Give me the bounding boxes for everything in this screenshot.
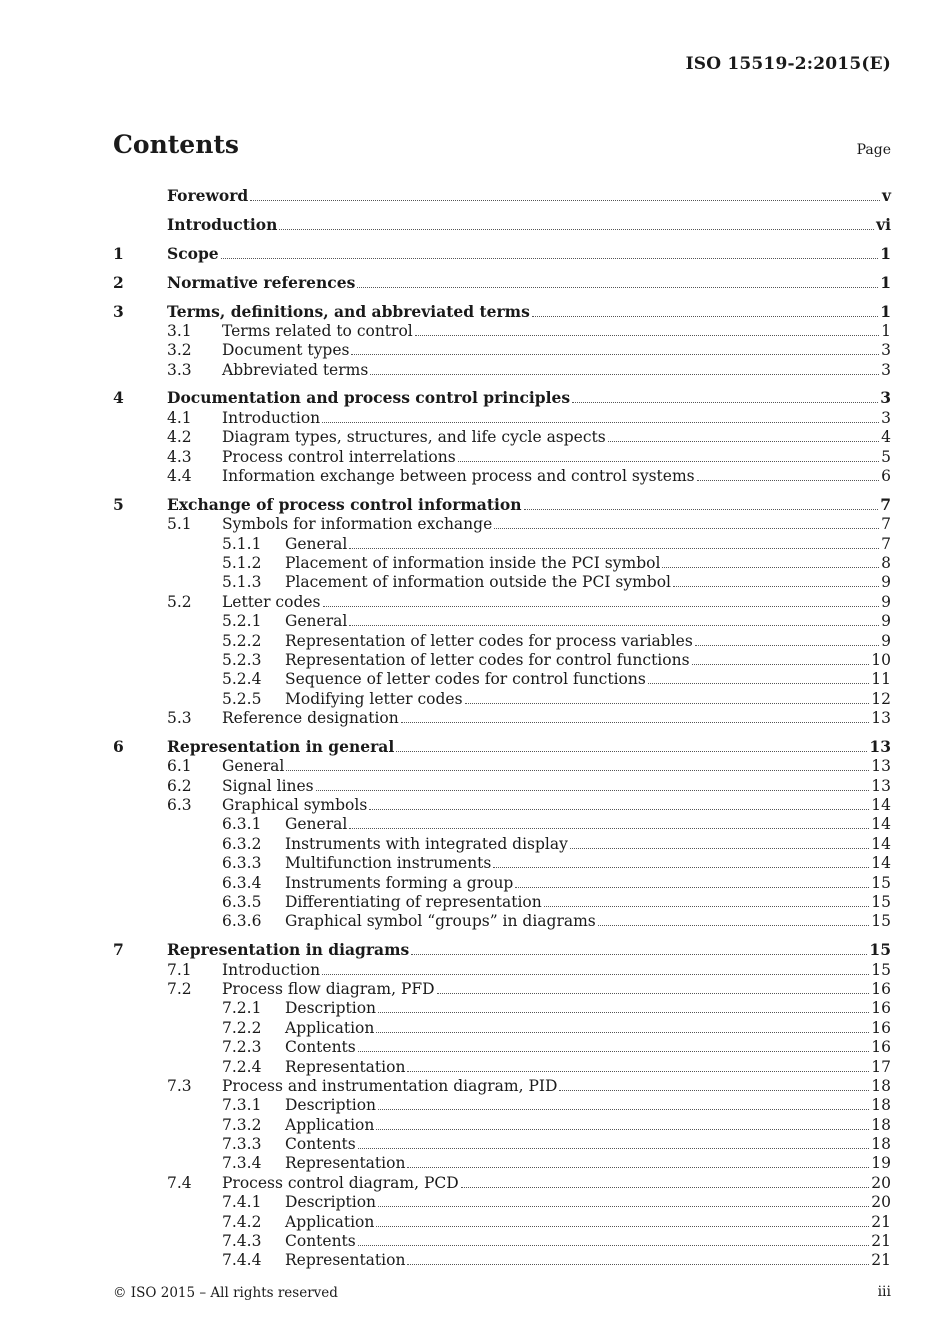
toc-entry[interactable] <box>113 979 891 998</box>
toc-entry-number: 7.4 <box>167 1173 192 1192</box>
dot-leader <box>250 200 880 201</box>
toc-entry-number: 6 <box>113 736 124 756</box>
dot-leader <box>411 954 867 955</box>
dot-leader <box>376 1129 869 1130</box>
dot-leader <box>221 258 879 259</box>
toc-entry-number: 5.2.4 <box>222 670 262 689</box>
toc-entry-title[interactable]: Application <box>285 1018 375 1037</box>
toc-entry[interactable] <box>113 553 891 572</box>
toc-entry-page[interactable]: 21 <box>871 1232 891 1251</box>
toc-entry-page[interactable]: 16 <box>871 979 891 998</box>
toc-entry-number: 6.1 <box>167 757 192 776</box>
toc-entry-page[interactable]: 16 <box>871 1018 891 1037</box>
toc-entry-title[interactable]: Process control interrelations <box>222 447 456 466</box>
toc-entry-page[interactable]: 20 <box>871 1173 891 1192</box>
dot-leader <box>407 1167 869 1168</box>
dot-leader <box>692 664 870 665</box>
toc-entry-title[interactable]: Process flow diagram, PFD <box>222 979 435 998</box>
toc-entry-page[interactable]: 16 <box>871 999 891 1018</box>
dot-leader <box>358 1051 870 1052</box>
toc-entry[interactable] <box>113 1076 891 1095</box>
dot-leader <box>370 374 879 375</box>
toc-entry-number: 6.3.4 <box>222 873 262 892</box>
toc-entry[interactable] <box>113 669 891 688</box>
toc-entry[interactable] <box>113 301 891 320</box>
toc-entry-page[interactable]: 21 <box>871 1212 891 1231</box>
toc-entry-number: 7.4.4 <box>222 1251 262 1270</box>
toc-entry[interactable] <box>113 186 891 205</box>
toc-entry[interactable] <box>113 340 891 359</box>
toc-entry-number: 7.3.2 <box>222 1115 262 1134</box>
toc-entry-number: 6.3.6 <box>222 912 262 931</box>
dot-leader <box>407 1264 869 1265</box>
dot-leader <box>494 528 879 529</box>
toc-entry-title[interactable]: Multifunction instruments <box>285 854 492 873</box>
toc-entry-page[interactable]: 8 <box>881 553 891 572</box>
dot-leader <box>286 770 869 771</box>
toc-entry-page[interactable]: 13 <box>869 736 891 756</box>
toc-entry-page[interactable]: 6 <box>881 467 891 486</box>
toc-entry-number: 4.4 <box>167 467 192 486</box>
toc-entry-number: 7.4.3 <box>222 1232 262 1251</box>
toc-entry-page[interactable]: 7 <box>881 515 891 534</box>
dot-leader <box>378 1012 869 1013</box>
dot-leader <box>524 509 879 510</box>
toc-entry-number: 3 <box>113 301 124 321</box>
toc-entry-number: 7.1 <box>167 960 192 979</box>
toc-entry-page[interactable]: 21 <box>871 1251 891 1270</box>
toc-entry[interactable] <box>113 1192 891 1211</box>
toc-entry-page[interactable]: 1 <box>880 243 891 263</box>
toc-entry-title[interactable]: Signal lines <box>222 776 314 795</box>
toc-entry-page[interactable]: 13 <box>871 776 891 795</box>
dot-leader <box>697 480 880 481</box>
toc-entry[interactable] <box>113 775 891 794</box>
toc-entry[interactable] <box>113 244 891 263</box>
toc-entry-page[interactable]: 1 <box>880 301 891 321</box>
toc-entry-number: 6.3.1 <box>222 815 262 834</box>
toc-entry[interactable] <box>113 215 891 234</box>
toc-entry-number: 6.3.2 <box>222 834 262 853</box>
toc-entry-page[interactable]: 12 <box>871 689 891 708</box>
toc-entry-title[interactable]: Modifying letter codes <box>285 689 463 708</box>
toc-entry-page[interactable]: 5 <box>881 447 891 466</box>
toc-entry-title[interactable]: Placement of information inside the PCI symbol <box>285 553 661 572</box>
toc-entry-title[interactable]: General <box>285 534 348 553</box>
toc-entry-page[interactable]: 15 <box>871 960 891 979</box>
toc-entry-title[interactable]: Representation of letter codes for process variables <box>285 631 693 650</box>
toc-entry-page[interactable]: v <box>881 186 891 206</box>
toc-entry-title[interactable]: Abbreviated terms <box>222 360 369 379</box>
dot-leader <box>349 828 869 829</box>
toc-entry-title[interactable]: Representation of letter codes for control functions <box>285 650 690 669</box>
toc-entry-page[interactable]: 19 <box>871 1154 891 1173</box>
toc-entry-title[interactable]: Contents <box>285 1135 356 1154</box>
toc-entry-number: 5.1.1 <box>222 534 262 553</box>
toc-entry-page[interactable]: 15 <box>871 893 891 912</box>
toc-entry-page[interactable]: 3 <box>881 360 891 379</box>
dot-leader <box>570 848 869 849</box>
toc-entry[interactable] <box>113 688 891 707</box>
toc-entry[interactable] <box>113 1017 891 1036</box>
toc-entry-title[interactable]: Information exchange between process and control systems <box>222 467 695 486</box>
toc-entry-title[interactable]: Representation <box>285 1154 406 1173</box>
toc-entry[interactable] <box>113 708 891 727</box>
toc-entry-page[interactable]: 14 <box>871 854 891 873</box>
dot-leader <box>415 335 879 336</box>
dot-leader <box>461 1187 870 1188</box>
dot-leader <box>322 974 869 975</box>
dot-leader <box>376 1226 869 1227</box>
toc-entry-number: 5.2.1 <box>222 612 262 631</box>
toc-entry[interactable] <box>113 388 891 407</box>
toc-entry[interactable] <box>113 494 891 513</box>
dot-leader <box>358 1148 870 1149</box>
toc-entry-title[interactable]: Representation <box>285 1251 406 1270</box>
toc-entry-page[interactable]: 9 <box>881 612 891 631</box>
toc-entry-number: 4.1 <box>167 408 192 427</box>
toc-entry-title[interactable]: Instruments forming a group <box>285 873 514 892</box>
dot-leader <box>323 606 880 607</box>
toc-entry-title[interactable]: Terms related to control <box>222 321 413 340</box>
toc-entry[interactable] <box>113 1056 891 1075</box>
dot-leader <box>407 1071 869 1072</box>
toc-entry-page[interactable]: 4 <box>881 428 891 447</box>
toc-entry-number: 7.3.4 <box>222 1154 262 1173</box>
toc-entry-page[interactable]: 18 <box>871 1076 891 1095</box>
toc-entry[interactable] <box>113 407 891 426</box>
dot-leader <box>401 722 870 723</box>
toc-entry-number: 6.3 <box>167 796 192 815</box>
toc-entry-page[interactable]: 1 <box>880 272 891 292</box>
dot-leader <box>351 354 879 355</box>
toc-entry[interactable] <box>113 911 891 930</box>
toc-entry-number: 5.2 <box>167 592 192 611</box>
toc-entry-page[interactable]: 3 <box>881 408 891 427</box>
toc-entry[interactable] <box>113 1172 891 1191</box>
toc-entry-number: 4.3 <box>167 447 192 466</box>
toc-entry[interactable] <box>113 940 891 959</box>
toc-entry-title[interactable]: Terms, definitions, and abbreviated terms <box>167 301 530 321</box>
dot-leader <box>437 993 870 994</box>
toc-entry-number: 7.2.2 <box>222 1018 262 1037</box>
page-column-label: Page <box>856 142 891 158</box>
dot-leader <box>369 809 869 810</box>
toc-entry-page[interactable]: 14 <box>871 796 891 815</box>
copyright-notice: © ISO 2015 – All rights reserved <box>113 1285 338 1301</box>
toc-entry-title[interactable]: Exchange of process control information <box>167 494 522 514</box>
toc-entry[interactable] <box>113 466 891 485</box>
toc-entry[interactable] <box>113 756 891 775</box>
toc-entry-title[interactable]: Application <box>285 1212 375 1231</box>
dot-leader <box>358 1245 870 1246</box>
toc-entry-title[interactable]: General <box>285 815 348 834</box>
toc-entry-title[interactable]: Normative references <box>167 272 356 292</box>
toc-entry-title[interactable]: Documentation and process control principles <box>167 388 571 408</box>
toc-entry-page[interactable]: 13 <box>871 709 891 728</box>
toc-entry-page[interactable]: 18 <box>871 1135 891 1154</box>
toc-entry[interactable] <box>113 514 891 533</box>
toc-entry[interactable] <box>113 359 891 378</box>
toc-entry-page[interactable]: 11 <box>871 670 891 689</box>
toc-entry-number: 7.3.3 <box>222 1135 262 1154</box>
toc-entry-title[interactable]: Representation <box>285 1057 406 1076</box>
toc-entry-title[interactable]: Introduction <box>222 960 321 979</box>
toc-entry-title[interactable]: Introduction <box>222 408 321 427</box>
toc-entry-page[interactable]: 15 <box>869 940 891 960</box>
toc-entry[interactable] <box>113 611 891 630</box>
dot-leader <box>378 1206 869 1207</box>
dot-leader <box>559 1090 869 1091</box>
toc-entry-number: 3.2 <box>167 341 192 360</box>
toc-entry[interactable] <box>113 591 891 610</box>
toc-entry-page[interactable]: 17 <box>871 1057 891 1076</box>
page-title: Contents <box>113 130 240 159</box>
dot-leader <box>493 867 869 868</box>
toc-entry-number: 6.3.5 <box>222 893 262 912</box>
toc-entry-title[interactable]: Representation in general <box>167 736 395 756</box>
toc-entry[interactable] <box>113 272 891 291</box>
toc-entry-title[interactable]: Description <box>285 1096 377 1115</box>
toc-entry[interactable] <box>113 1114 891 1133</box>
dot-leader <box>648 683 869 684</box>
dot-leader <box>458 461 879 462</box>
toc-entry-page[interactable]: 20 <box>871 1193 891 1212</box>
toc-entry[interactable] <box>113 630 891 649</box>
dot-leader <box>378 1109 869 1110</box>
dot-leader <box>279 229 874 230</box>
toc-entry-page[interactable]: 13 <box>871 757 891 776</box>
toc-entry[interactable] <box>113 892 891 911</box>
toc-entry-title[interactable]: Placement of information outside the PCI symbol <box>285 573 672 592</box>
dot-leader <box>695 645 879 646</box>
toc-entry-title[interactable]: Process and instrumentation diagram, PID <box>222 1076 558 1095</box>
toc-entry[interactable] <box>113 321 891 340</box>
toc-entry-title[interactable]: Letter codes <box>222 592 321 611</box>
toc-entry[interactable] <box>113 1211 891 1230</box>
toc-entry[interactable] <box>113 650 891 669</box>
toc-entry[interactable] <box>113 1134 891 1153</box>
toc-entry-page[interactable]: 10 <box>871 650 891 669</box>
dot-leader <box>316 790 870 791</box>
toc-entry-title[interactable]: Instruments with integrated display <box>285 834 568 853</box>
toc-entry-title[interactable]: Representation in diagrams <box>167 940 410 960</box>
toc-entry[interactable] <box>113 872 891 891</box>
toc-entry-title[interactable]: General <box>222 757 285 776</box>
dot-leader <box>515 887 869 888</box>
toc-entry-page[interactable]: 3 <box>881 341 891 360</box>
dot-leader <box>349 625 879 626</box>
dot-leader <box>532 316 878 317</box>
toc-entry[interactable] <box>113 737 891 756</box>
toc-entry[interactable] <box>113 1153 891 1172</box>
toc-entry-title[interactable]: Sequence of letter codes for control functions <box>285 670 646 689</box>
toc-entry-number: 1 <box>113 243 124 263</box>
toc-entry[interactable] <box>113 1231 891 1250</box>
toc-entry-number: 5 <box>113 494 124 514</box>
toc-entry-title[interactable]: Graphical symbols <box>222 796 368 815</box>
page-number: iii <box>877 1284 891 1300</box>
toc-entry-page[interactable]: 15 <box>871 873 891 892</box>
toc-entry-title[interactable]: Contents <box>285 1232 356 1251</box>
toc-entry-number: 3.3 <box>167 360 192 379</box>
table-of-contents <box>113 186 891 1269</box>
dot-leader <box>357 287 878 288</box>
document-id: ISO 15519-2:2015(E) <box>685 54 891 74</box>
toc-entry-number: 5.1.2 <box>222 553 262 572</box>
toc-entry-page[interactable]: 18 <box>871 1096 891 1115</box>
toc-entry[interactable] <box>113 959 891 978</box>
toc-entry-number: 7.2.4 <box>222 1057 262 1076</box>
toc-entry-number: 5.2.5 <box>222 689 262 708</box>
toc-entry-page[interactable]: 7 <box>880 494 891 514</box>
dot-leader <box>349 548 879 549</box>
dot-leader <box>465 703 870 704</box>
toc-entry-page[interactable]: 18 <box>871 1115 891 1134</box>
toc-entry-title[interactable]: Foreword <box>167 186 249 206</box>
dot-leader <box>544 906 870 907</box>
toc-entry-number: 4.2 <box>167 428 192 447</box>
dot-leader <box>322 422 879 423</box>
toc-entry-title[interactable]: Process control diagram, PCD <box>222 1173 459 1192</box>
toc-entry-page[interactable]: 16 <box>871 1038 891 1057</box>
toc-entry[interactable] <box>113 795 891 814</box>
toc-entry-page[interactable]: 14 <box>871 834 891 853</box>
toc-entry-number: 5.3 <box>167 709 192 728</box>
toc-entry-title[interactable]: Scope <box>167 243 219 263</box>
dot-leader <box>376 1032 869 1033</box>
toc-entry-number: 5.1.3 <box>222 573 262 592</box>
toc-entry-page[interactable]: 15 <box>871 912 891 931</box>
toc-entry-number: 7.3.1 <box>222 1096 262 1115</box>
toc-entry-title[interactable]: Graphical symbol “groups” in diagrams <box>285 912 596 931</box>
toc-entry[interactable] <box>113 533 891 552</box>
toc-entry-title[interactable]: Symbols for information exchange <box>222 515 493 534</box>
toc-entry-number: 2 <box>113 272 124 292</box>
toc-entry[interactable] <box>113 998 891 1017</box>
dot-leader <box>598 925 870 926</box>
toc-entry-number: 7.2.3 <box>222 1038 262 1057</box>
toc-entry-title[interactable]: Introduction <box>167 215 278 235</box>
toc-entry[interactable] <box>113 1037 891 1056</box>
toc-entry-title[interactable]: Differentiating of representation <box>285 893 542 912</box>
toc-entry[interactable] <box>113 853 891 872</box>
dot-leader <box>673 586 879 587</box>
toc-entry-number: 7.3 <box>167 1076 192 1095</box>
toc-entry-number: 5.2.2 <box>222 631 262 650</box>
toc-entry-number: 6.3.3 <box>222 854 262 873</box>
toc-entry-number: 7 <box>113 940 124 960</box>
toc-entry-number: 7.4.1 <box>222 1193 262 1212</box>
toc-entry-title[interactable]: Diagram types, structures, and life cycle aspects <box>222 428 606 447</box>
toc-entry-page[interactable]: vi <box>876 215 891 235</box>
toc-entry-title[interactable]: Document types <box>222 341 350 360</box>
toc-entry[interactable] <box>113 1250 891 1269</box>
dot-leader <box>396 751 867 752</box>
dot-leader <box>662 567 879 568</box>
toc-entry[interactable] <box>113 572 891 591</box>
toc-entry-number: 5.2.3 <box>222 650 262 669</box>
toc-entry-number: 3.1 <box>167 321 192 340</box>
toc-entry-page[interactable]: 9 <box>881 573 891 592</box>
dot-leader <box>572 402 878 403</box>
dot-leader <box>608 441 879 442</box>
toc-entry[interactable] <box>113 833 891 852</box>
toc-entry[interactable] <box>113 814 891 833</box>
toc-entry-page[interactable]: 14 <box>871 815 891 834</box>
toc-entry-title[interactable]: Application <box>285 1115 375 1134</box>
toc-entry[interactable] <box>113 1095 891 1114</box>
toc-entry-title[interactable]: Reference designation <box>222 709 399 728</box>
toc-entry-number: 5.1 <box>167 515 192 534</box>
toc-entry[interactable] <box>113 427 891 446</box>
toc-entry-page[interactable]: 3 <box>880 388 891 408</box>
toc-entry-page[interactable]: 1 <box>881 321 891 340</box>
toc-entry-page[interactable]: 9 <box>881 592 891 611</box>
toc-entry-number: 7.2.1 <box>222 999 262 1018</box>
toc-entry-title[interactable]: General <box>285 612 348 631</box>
toc-entry-title[interactable]: Contents <box>285 1038 356 1057</box>
toc-entry-page[interactable]: 7 <box>881 534 891 553</box>
toc-entry-number: 4 <box>113 388 124 408</box>
toc-entry-title[interactable]: Description <box>285 1193 377 1212</box>
toc-entry-number: 7.2 <box>167 979 192 998</box>
toc-entry-title[interactable]: Description <box>285 999 377 1018</box>
toc-entry[interactable] <box>113 446 891 465</box>
toc-entry-page[interactable]: 9 <box>881 631 891 650</box>
toc-entry-number: 7.4.2 <box>222 1212 262 1231</box>
toc-entry-number: 6.2 <box>167 776 192 795</box>
